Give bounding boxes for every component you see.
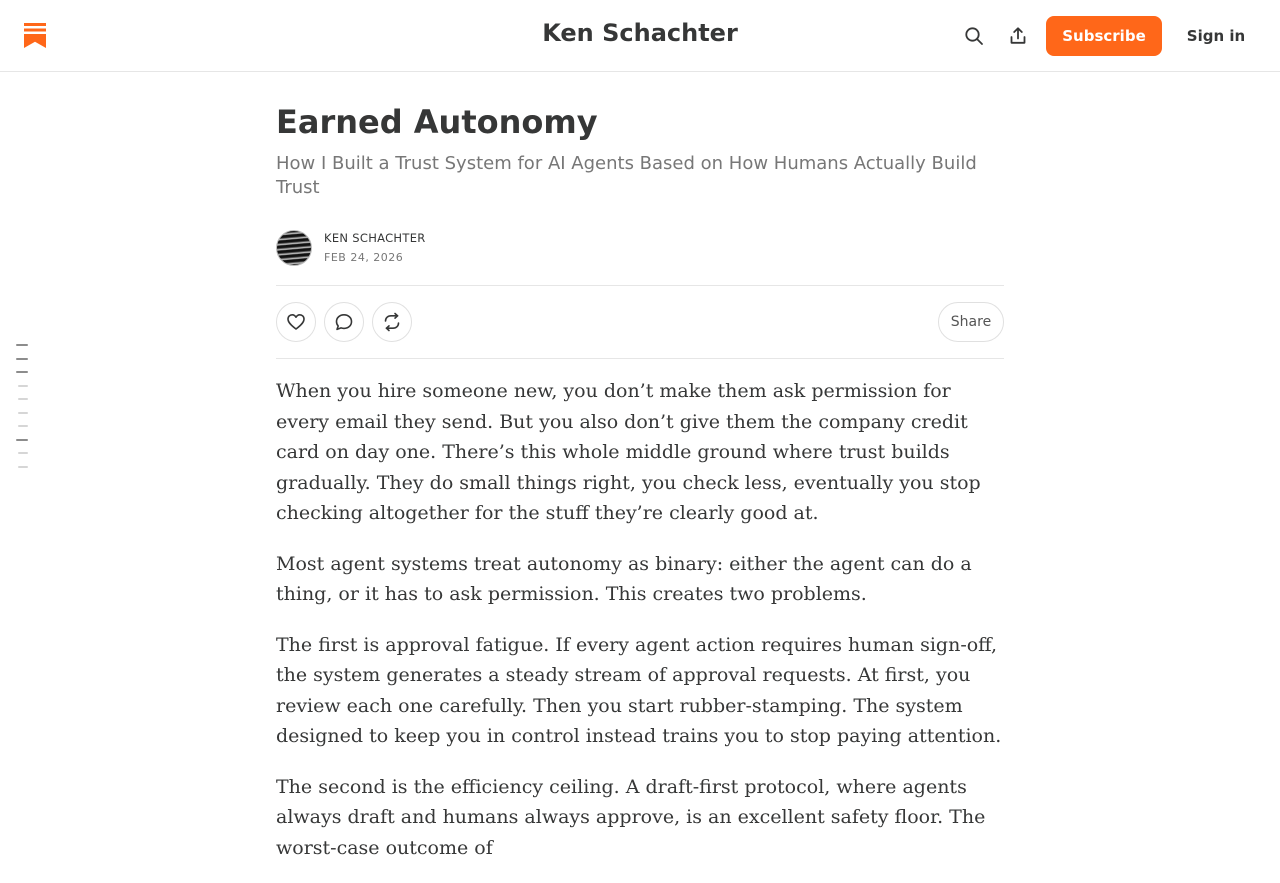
sign-in-button[interactable]: Sign in bbox=[1186, 27, 1246, 45]
top-navigation-bar bbox=[0, 0, 1280, 72]
byline bbox=[276, 229, 1004, 267]
post-title: Earned Autonomy bbox=[276, 103, 598, 141]
post-date: FEB 24, 2026 bbox=[324, 251, 404, 264]
restack-button[interactable] bbox=[372, 302, 412, 342]
paragraph: The second is the efficiency ceiling. A draft-first protocol, where agents always draft and humans always approve, is an excellent safety floor. The worst-case outcome of bbox=[276, 775, 986, 859]
paragraph: Most agent systems treat autonomy as binary: either the agent can do a thing, or it has to ask permission. This creates two problems. bbox=[276, 552, 972, 605]
toc-tick[interactable] bbox=[18, 452, 28, 454]
search-button[interactable] bbox=[960, 22, 988, 50]
share-post-button[interactable] bbox=[1004, 22, 1032, 50]
toc-tick[interactable] bbox=[16, 439, 28, 441]
author-avatar[interactable] bbox=[276, 230, 312, 266]
toc-tick[interactable] bbox=[16, 371, 28, 373]
like-button[interactable] bbox=[276, 302, 316, 342]
paragraph: The first is approval fatigue. If every agent action requires human sign-off, the system generates a steady stream of approval requests. At first, you review each one carefully. Then you start rubber-stamping. The system designed to keep you in control instead trains you to stop paying attention. bbox=[276, 633, 1002, 747]
publication-title[interactable]: Ken Schachter bbox=[542, 19, 738, 47]
subscribe-button[interactable]: Subscribe bbox=[1046, 16, 1162, 56]
restack-icon bbox=[382, 312, 402, 332]
toc-tick[interactable] bbox=[18, 425, 28, 427]
table-of-contents-ticks[interactable] bbox=[16, 344, 30, 479]
share-button[interactable]: Share bbox=[938, 302, 1004, 342]
search-icon bbox=[964, 26, 984, 46]
post-subtitle: How I Built a Trust System for AI Agents Based on How Humans Actually Build Trust bbox=[276, 153, 977, 198]
post-actions-bar bbox=[276, 285, 1004, 359]
toc-tick[interactable] bbox=[18, 398, 28, 400]
toc-tick[interactable] bbox=[18, 412, 28, 414]
heart-icon bbox=[286, 312, 306, 332]
post-body bbox=[276, 376, 1004, 863]
toc-tick[interactable] bbox=[18, 466, 28, 468]
toc-tick[interactable] bbox=[16, 358, 28, 360]
toc-tick[interactable] bbox=[18, 385, 28, 387]
comment-button[interactable] bbox=[324, 302, 364, 342]
article bbox=[276, 72, 1004, 883]
comment-icon bbox=[334, 312, 354, 332]
author-name[interactable]: KEN SCHACHTER bbox=[324, 231, 426, 245]
share-icon bbox=[1008, 26, 1028, 46]
toc-tick[interactable] bbox=[16, 344, 28, 346]
substack-bookmark-icon[interactable] bbox=[24, 23, 46, 48]
paragraph: When you hire someone new, you don’t make them ask permission for every email they send. But you also don’t give them the company credit card on day one. There’s this whole middle ground where trust builds gradually. They do small things right, you check less, eventually you stop checking altogether for the stuff they’re clearly good at. bbox=[276, 380, 981, 524]
